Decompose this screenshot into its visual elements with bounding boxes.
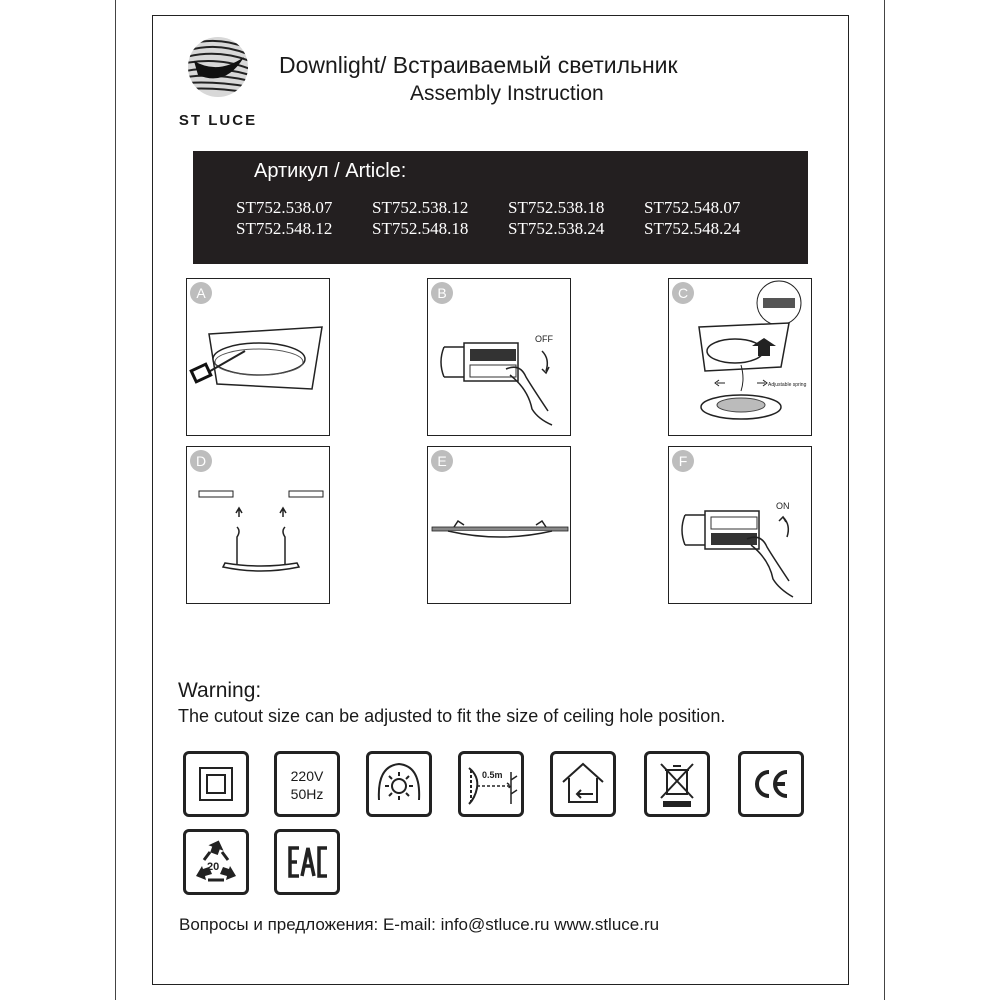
step-c-illustration <box>669 279 813 437</box>
step-badge: B <box>431 282 453 304</box>
switch-on-label: ON <box>776 501 790 511</box>
weee-bin-icon <box>644 751 710 817</box>
document-subtitle: Assembly Instruction <box>410 82 604 105</box>
article-code: ST752.538.18 <box>508 198 605 217</box>
adjustable-spring-label: Adjustable spring <box>768 382 807 388</box>
class-ii-icon <box>183 751 249 817</box>
step-a-illustration <box>187 279 331 437</box>
step-e-panel <box>427 446 571 604</box>
step-d-panel <box>186 446 330 604</box>
recycle-code: 20 <box>207 861 220 873</box>
right-border-line <box>884 0 885 1000</box>
step-c-panel <box>668 278 812 436</box>
brand-logo <box>178 35 258 129</box>
frequency-value: 50Hz <box>290 786 324 802</box>
article-label: Артикул / Article: <box>254 160 407 182</box>
brand-name: ST LUCE <box>178 112 258 129</box>
step-badge: E <box>431 450 453 472</box>
article-code: ST752.548.07 <box>644 198 741 217</box>
step-badge: C <box>672 282 694 304</box>
step-badge: F <box>672 450 694 472</box>
eac-mark-icon <box>274 829 340 895</box>
step-badge: A <box>190 282 212 304</box>
step-e-illustration <box>428 447 572 605</box>
voltage-label <box>274 751 340 817</box>
step-f-panel <box>668 446 812 604</box>
step-a-panel <box>186 278 330 436</box>
contact-footer: Вопросы и предложения: E-mail: info@stluce.ru www.stluce.ru <box>179 915 660 934</box>
warning-title: Warning: <box>178 679 262 702</box>
step-b-illustration <box>428 279 572 437</box>
switch-off-label: OFF <box>535 334 553 344</box>
distance-value: 0.5m <box>482 770 503 780</box>
left-border-line <box>115 0 116 1000</box>
article-box <box>193 151 808 264</box>
step-b-panel <box>427 278 571 436</box>
article-code: ST752.538.24 <box>508 219 605 238</box>
bulb-light-icon <box>366 751 432 817</box>
article-code: ST752.548.12 <box>236 219 333 238</box>
warning-text: The cutout size can be adjusted to fit the size of ceiling hole position. <box>178 706 726 726</box>
article-code: ST752.538.07 <box>236 198 333 217</box>
step-f-illustration <box>669 447 813 605</box>
document-title: Downlight/ Встраиваемый светильник <box>279 52 678 78</box>
distance-icon <box>458 751 524 817</box>
indoor-use-icon <box>550 751 616 817</box>
ce-mark-icon <box>738 751 804 817</box>
article-code: ST752.538.12 <box>372 198 469 217</box>
brand-logo-mark-icon <box>186 35 250 99</box>
step-badge: D <box>190 450 212 472</box>
article-code: ST752.548.24 <box>644 219 741 238</box>
step-d-illustration <box>187 447 331 605</box>
article-code: ST752.548.18 <box>372 219 469 238</box>
recycle-icon <box>183 829 249 895</box>
article-code-list <box>236 198 780 239</box>
voltage-value: 220V <box>290 768 324 784</box>
